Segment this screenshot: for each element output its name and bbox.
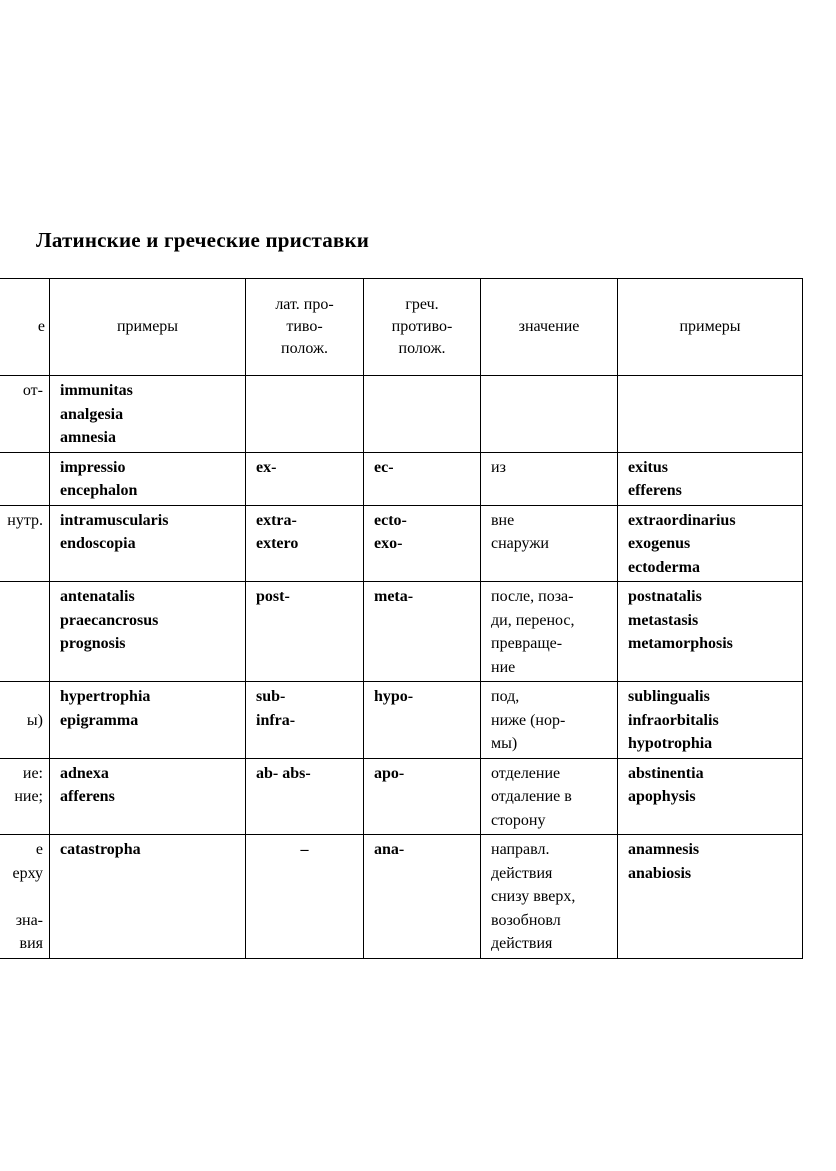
opposite-examples-cell [618,682,803,759]
meaning-line: мы) [491,735,518,752]
examples-cell [50,758,246,835]
table-row [0,505,803,582]
table-row [0,582,803,682]
examples-line: afferens [60,788,115,805]
greek-opposite-line: hypo- [374,688,414,705]
cut-off-cell [0,758,50,835]
cut-off-cell [0,582,50,682]
greek-opposite-cell [364,376,481,453]
opposite-examples-line: postnatalis [628,588,702,605]
opposite-examples-line: exitus [628,458,668,476]
greek-opposite-line: ecto- [374,511,407,529]
opposite-examples-cell [618,505,803,582]
opposite-examples-cell [618,582,803,682]
cut-off-line: ерху [12,864,43,882]
meaning-line: сторону [491,811,546,829]
header-latin-opposite-line: тиво- [286,318,323,335]
meaning-cell [481,582,618,682]
examples-line: intramuscularis [60,511,169,529]
greek-opposite-line: ec- [374,458,394,476]
header-meaning [481,279,618,376]
opposite-examples-line: abstinentia [628,764,704,782]
greek-opposite-cell [364,835,481,959]
examples-line: adnexa [60,764,109,782]
examples-line: hypertrophia [60,688,151,705]
examples-line: endoscopia [60,535,136,552]
opposite-examples-cell [618,758,803,835]
meaning-line: действия [491,864,553,882]
meaning-line: из [491,458,506,476]
meaning-cell [481,505,618,582]
meaning-line: ние [491,658,516,676]
opposite-examples-line: extraordinarius [628,511,736,529]
greek-opposite-cell [364,758,481,835]
header-latin-opposite-line: полож. [281,340,328,357]
header-greek-opposite-line: противо- [391,318,453,335]
opposite-examples-line: infraorbitalis [628,711,719,729]
table-row [0,376,803,453]
latin-opposite-cell [246,682,364,759]
greek-opposite-line: exo- [374,535,403,552]
opposite-examples-line: efferens [628,482,682,499]
cut-off-cell [0,452,50,505]
examples-cell [50,505,246,582]
meaning-line: вне [491,511,515,529]
prefix-table [0,278,803,959]
cut-off-line [0,685,43,709]
cut-off-line: е [35,841,43,858]
latin-opposite-cell [246,452,364,505]
examples-line: antenatalis [60,588,135,605]
opposite-examples-line: hypotrophia [628,735,713,752]
latin-opposite-cell [246,835,364,959]
opposite-examples-line: anamnesis [628,841,700,858]
cut-off-line: зна- [15,911,43,929]
meaning-line: превраще- [491,635,563,652]
header-examples-2 [618,279,803,376]
meaning-line: снизу вверх, [491,888,576,905]
meaning-cell [481,835,618,959]
examples-line: catastropha [60,841,141,858]
header-row [0,279,803,376]
latin-opposite-cell [246,505,364,582]
header-prefix-cut [0,279,50,376]
examples-line: immunitas [60,382,133,399]
meaning-line: под, [491,688,520,705]
cut-off-cell [0,682,50,759]
meaning-line: отделение [491,764,561,782]
examples-line: prognosis [60,635,126,652]
examples-cell [50,582,246,682]
examples-cell [50,835,246,959]
cut-off-line: от- [22,382,43,399]
meaning-cell [481,682,618,759]
greek-opposite-cell [364,682,481,759]
meaning-line: ди, перенос, [491,611,575,629]
header-examples-1-text: примеры [116,318,179,335]
cut-off-line: ие: [22,764,43,782]
header-greek-opposite-line: греч. [405,296,439,313]
header-latin-opposite-line: лат. про- [275,296,334,313]
meaning-line: ниже (нор- [491,711,566,729]
latin-opposite-line: ab- abs- [256,764,311,782]
meaning-line: возобновл [491,911,561,929]
latin-opposite-line: extero [256,535,299,552]
meaning-cell [481,452,618,505]
cut-off-cell [0,505,50,582]
greek-opposite-cell [364,582,481,682]
cut-off-line [0,885,43,909]
page-title: Латинские и греческие приставки [36,228,370,252]
header-latin-opposite [246,279,364,376]
meaning-line: отдаление в [491,788,572,805]
table-row [0,452,803,505]
header-greek-opposite-line: полож. [398,340,446,357]
latin-opposite-cell [246,758,364,835]
examples-line: amnesia [60,429,116,446]
cut-off-line: нутр. [7,511,43,529]
opposite-examples-cell [618,452,803,505]
table-row [0,758,803,835]
examples-line: impressio [60,458,126,476]
examples-line: analgesia [60,405,124,423]
greek-opposite-line: meta- [374,588,414,605]
examples-cell [50,376,246,453]
header-prefix-cut-text: е [37,318,45,335]
latin-opposite-cell [246,582,364,682]
header-meaning-text: значение [518,318,580,335]
opposite-examples-line: metamorphosis [628,635,733,652]
greek-opposite-line: apo- [374,764,405,782]
opposite-examples-line: ectoderma [628,558,700,576]
cut-off-cell [0,835,50,959]
meaning-line: направл. [491,841,550,858]
meaning-line: снаружи [491,535,549,552]
examples-line: praecancrosus [60,611,159,629]
examples-line: encephalon [60,482,138,499]
latin-opposite-cell [246,376,364,453]
examples-cell [50,682,246,759]
opposite-examples-line: metastasis [628,611,699,629]
meaning-cell [481,758,618,835]
meaning-line: после, поза- [491,588,574,605]
header-greek-opposite [364,279,481,376]
greek-opposite-cell [364,505,481,582]
examples-line: epigramma [60,711,139,729]
greek-opposite-line: ana- [374,841,405,858]
opposite-examples-line: exogenus [628,535,691,552]
cut-off-line: вия [19,935,43,952]
latin-opposite-line: extra- [256,511,297,529]
header-examples-2-text: примеры [679,318,741,335]
cut-off-line: ние; [14,788,43,805]
table-row [0,682,803,759]
header-examples-1 [50,279,246,376]
latin-opposite-line: ex- [256,458,277,476]
examples-cell [50,452,246,505]
opposite-examples-line: sublingualis [628,688,710,705]
meaning-line: действия [491,935,553,952]
latin-opposite-line: – [300,841,309,858]
opposite-examples-line: apophysis [628,788,696,805]
latin-opposite-line: post- [256,588,290,605]
meaning-cell [481,376,618,453]
opposite-examples-cell [618,835,803,959]
latin-opposite-line: sub- [256,688,286,705]
cut-off-cell [0,376,50,453]
opposite-examples-line: anabiosis [628,864,692,882]
latin-opposite-line: infra- [256,711,296,729]
cut-off-line: ы) [26,711,43,729]
opposite-examples-cell [618,376,803,453]
greek-opposite-cell [364,452,481,505]
table-row [0,835,803,959]
